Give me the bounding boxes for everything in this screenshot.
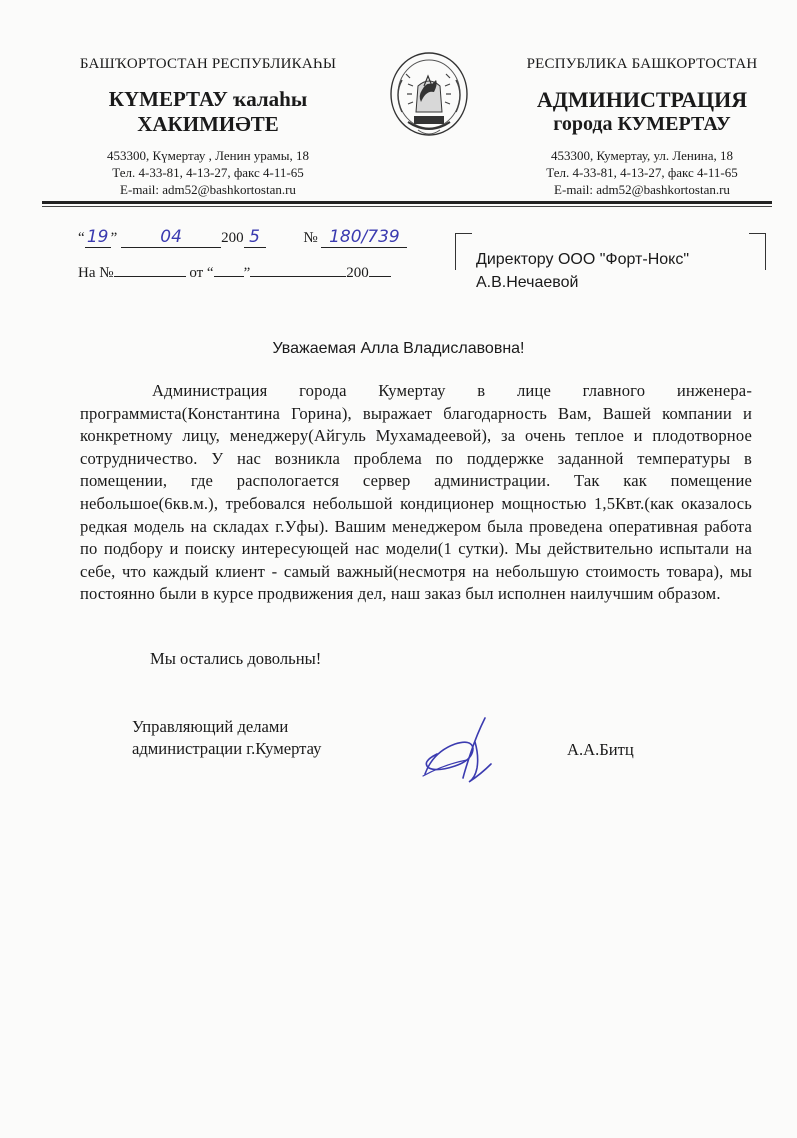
quote-mark: ” [243, 265, 251, 281]
letterhead-russian [487, 56, 797, 198]
addressee-bracket-left [455, 233, 472, 270]
in-reply-year-prefix: 200 [346, 265, 369, 281]
ref-year-value: 5 [249, 227, 260, 247]
ref-number [321, 228, 407, 248]
signatory-title-line: Управляющий делами [132, 717, 289, 736]
quote-mark: ” [110, 230, 118, 246]
letterhead-contacts [487, 147, 797, 198]
ref-year [244, 228, 266, 248]
letterhead-country: РЕСПУБЛИКА БАШКОРТОСТАН [526, 56, 758, 72]
in-reply-label: На № [78, 265, 114, 281]
letter-body: Администрация города Кумертау в лице главного инженера-программиста(Константина Горина), выражает благодарность Вам, Вашей компании и конкретному лицу, менеджеру(Айгуль Мухамадеевой), за очень теплое и плодотворное сотрудничество. У нас возникла проблема по поддержке заданной температуры в помещении, где распологается сервер администрации. Так как помещение небольшое(6кв.м.), требовался небольшой кондиционер мощностью 1,5Квт.(как оказалось редкая модель на складах г.Уфы). Вашим менеджером была проведена оперативная работа по подбору и поиску интересующей нас модели(1 сутки). Мы действительно испытали на себе, что каждый клиент - самый важный(несмотря на небольшую стоимость товара), мы постоянно были в курсе продвижения дел, наш заказ был исполнен наилучшим образом. [80, 381, 752, 604]
in-reply-from-label: от [189, 265, 204, 281]
quote-mark: “ [206, 265, 214, 281]
coat-of-arms-icon [388, 50, 470, 142]
addressee-name: А.В.Нечаевой [476, 274, 579, 291]
ref-year-prefix: 200 [221, 230, 244, 246]
letterhead-title: ХАКИМИӘТЕ [137, 112, 279, 136]
letterhead-country: БАШҠОРТОСТАН РЕСПУБЛИКАҺЫ [79, 56, 337, 72]
letter-closing: Мы остались довольны! [150, 649, 322, 668]
letterhead-phones: Тел. 4-33-81, 4-13-27, факс 4-11-65 [546, 165, 738, 180]
ref-day [85, 228, 111, 248]
letterhead-title: КҮМЕРТАУ ҡалаһы [108, 87, 308, 111]
addressee-block [476, 248, 689, 294]
signatory-title-line: администрации г.Кумертау [132, 739, 322, 758]
ref-month-value: 04 [160, 227, 182, 247]
in-reply-month [250, 276, 346, 277]
letterhead-phones: Тел. 4-33-81, 4-13-27, факс 4-11-65 [112, 165, 304, 180]
letterhead-title: города КУМЕРТАУ [553, 113, 731, 135]
ref-number-value: 180/739 [329, 227, 400, 247]
letterhead-divider [42, 206, 772, 207]
ref-month [121, 228, 221, 248]
letterhead-title: АДМИНИСТРАЦИЯ [536, 87, 748, 112]
letterhead-address: 453300, Күмертау , Ленин урамы, 18 [106, 148, 310, 163]
ref-number-label: № [303, 230, 318, 246]
salutation: Уважаемая Алла Владиславовна! [272, 340, 525, 357]
handwritten-signature-icon [415, 712, 520, 787]
signatory-title [132, 716, 321, 760]
letterhead-bashkir [53, 56, 363, 198]
letterhead-email: E-mail: adm52@bashkortostan.ru [120, 182, 296, 197]
incoming-reference [78, 265, 391, 282]
letterhead-contacts [53, 147, 363, 198]
letterhead-divider [42, 201, 772, 204]
addressee-bracket-right [749, 233, 766, 270]
in-reply-number [114, 276, 186, 277]
letterhead-email: E-mail: adm52@bashkortostan.ru [554, 182, 730, 197]
in-reply-year [369, 276, 391, 277]
outgoing-reference [78, 228, 407, 248]
quote-mark: “ [78, 230, 85, 246]
signatory-name: А.А.Битц [567, 740, 634, 759]
in-reply-day [214, 276, 244, 277]
letterhead-address: 453300, Кумертау, ул. Ленина, 18 [550, 148, 734, 163]
ref-day-value: 19 [86, 227, 109, 247]
addressee-position: Директору ООО "Форт-Нокс" [476, 251, 689, 268]
